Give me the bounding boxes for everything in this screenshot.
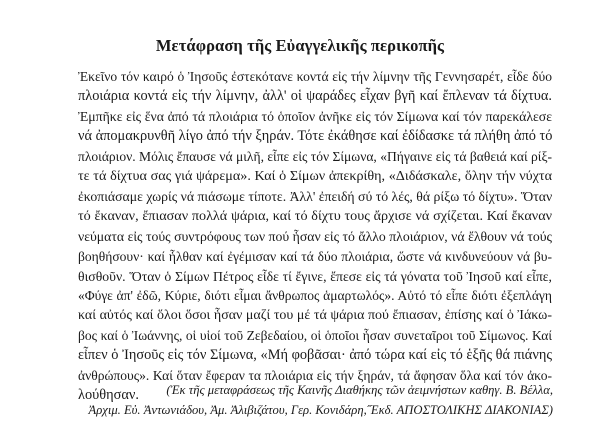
citation-line: (Ἐκ τῆς μεταφράσεως τῆς Καινῆς Διαθήκης τῶν ἀειμνήστων καθηγ. Β. Βέλλα, — [166, 383, 553, 397]
passage-line-last: λούθησαν. — [78, 387, 139, 404]
passage-line: πλοιάρια κοντά εἰς τήν λίμνην, ἀλλ' οἱ ψαράδες εἶχαν βγῆ καί ἔπλεναν τά δίχτυα. — [78, 87, 552, 104]
passage-line: καί αὐτός καί ὅλοι ὅσοι ἦσαν μαζί του μέ τά ψάρια πού ἔπιασαν, ἐπίσης καί ὁ Ἰάκω- — [78, 308, 552, 324]
source-citation — [73, 380, 553, 420]
passage-line: βοηθήσουν· καί ἦλθαν καί ἐγέμισαν καί τά δύο πλοιάρια, ὥστε νά κινδυνεύουν νά βυ- — [78, 248, 552, 264]
passage-line: εἶπεν ὁ Ἰησοῦς εἰς τόν Σίμωνα, «Μή φοβᾶσαι· ἀπό τώρα καί εἰς τό ἑξῆς θά πιάνης — [78, 347, 552, 364]
passage-line: ἀνθρώπους». Καί ὅταν ἔφεραν τα πλοιάρια εἰς τήν ξηράν, τά ἄφησαν ὅλα καί τόν ἀκο- — [78, 368, 552, 384]
passage-line: νά ἀπομακρυνθῆ λίγο ἀπό τήν ξηράν. Τότε ἐκάθησε καί ἐδίδασκε τά πλήθη ἀπό τό — [78, 127, 553, 144]
passage-line: Ἐκεῖνο τόν καιρό ὁ Ἰησοῦς ἐστεκότανε κοντά εἰς τήν λίμνην τῆς Γεννησαρέτ, εἶδε δύο — [78, 69, 552, 84]
passage-line: ἐκοπιάσαμε χωρίς νά πιάσωμε τίποτε. Ἀλλ' ἐπειδή σύ τό λές, θά ρίξω τό δίχτυ». Ὅταν — [78, 188, 553, 204]
passage-line: «Φύγε ἀπ' ἐδῶ, Κύριε, διότι εἶμαι ἄνθρωπος ἁμαρτωλός». Αὐτό τό εἶπε διότι ἐξεπλάγη — [78, 288, 552, 304]
citation-line: Ἀρχιμ. Εὐ. Ἀντωνιάδου, Ἀμ. Ἀλιβιζάτου, Γερ. Κονιδάρη,˝Εκδ. ΑΠΟΣΤΟΛΙΚΗΣ ΔΙΑΚΟΝΙΑΣ) — [88, 403, 553, 417]
passage-line: τό ἔκαναν, ἔπιασαν πολλά ψάρια, καί τό δίχτυ τους ἄρχισε νά σχίζεται. Καί ἔκαναν — [78, 207, 552, 224]
passage-line: τε τά δίχτυα σας γιά ψάρεμα». Καί ὁ Σίμων ἀπεκρίθη, «Διδάσκαλε, ὅλην τήν νύχτα — [78, 167, 552, 184]
passage-line: πλοιάριον. Μόλις ἔπαυσε νά μιλῆ, εἶπε εἰς τόν Σίμωνα, «Πήγαινε εἰς τά βαθειά καί ρίξ- — [78, 148, 552, 164]
passage-line: θισθοῦν. Ὅταν ὁ Σίμων Πέτρος εἶδε τί ἔγινε, ἔπεσε εἰς τά γόνατα τοῦ Ἰησοῦ καί εἶπε, — [78, 268, 552, 284]
document-title: Μετάφραση τῆς Εὐαγγελικῆς περικοπῆς — [155, 36, 445, 55]
passage-line: βος καί ὁ Ἰωάννης, οἱ υἱοί τοῦ Ζεβεδαίου, οἱ ὁποῖοι ἦσαν συνεταῖροι τοῦ Σίμωνος. Καί — [78, 328, 552, 344]
passage-line: νεύματα εἰς τούς συντρόφους των πού ἦσαν εἰς τό ἄλλο πλοιάριον, νά ἔλθουν νά τούς — [78, 228, 552, 244]
passage-line: Ἐμπῆκε εἰς ἕνα ἀπό τά πλοιάρια τό ὁποῖον ἀνῆκε εἰς τόν Σίμωνα καί τόν παρεκάλεσε — [78, 108, 552, 124]
passage-body — [78, 67, 552, 406]
